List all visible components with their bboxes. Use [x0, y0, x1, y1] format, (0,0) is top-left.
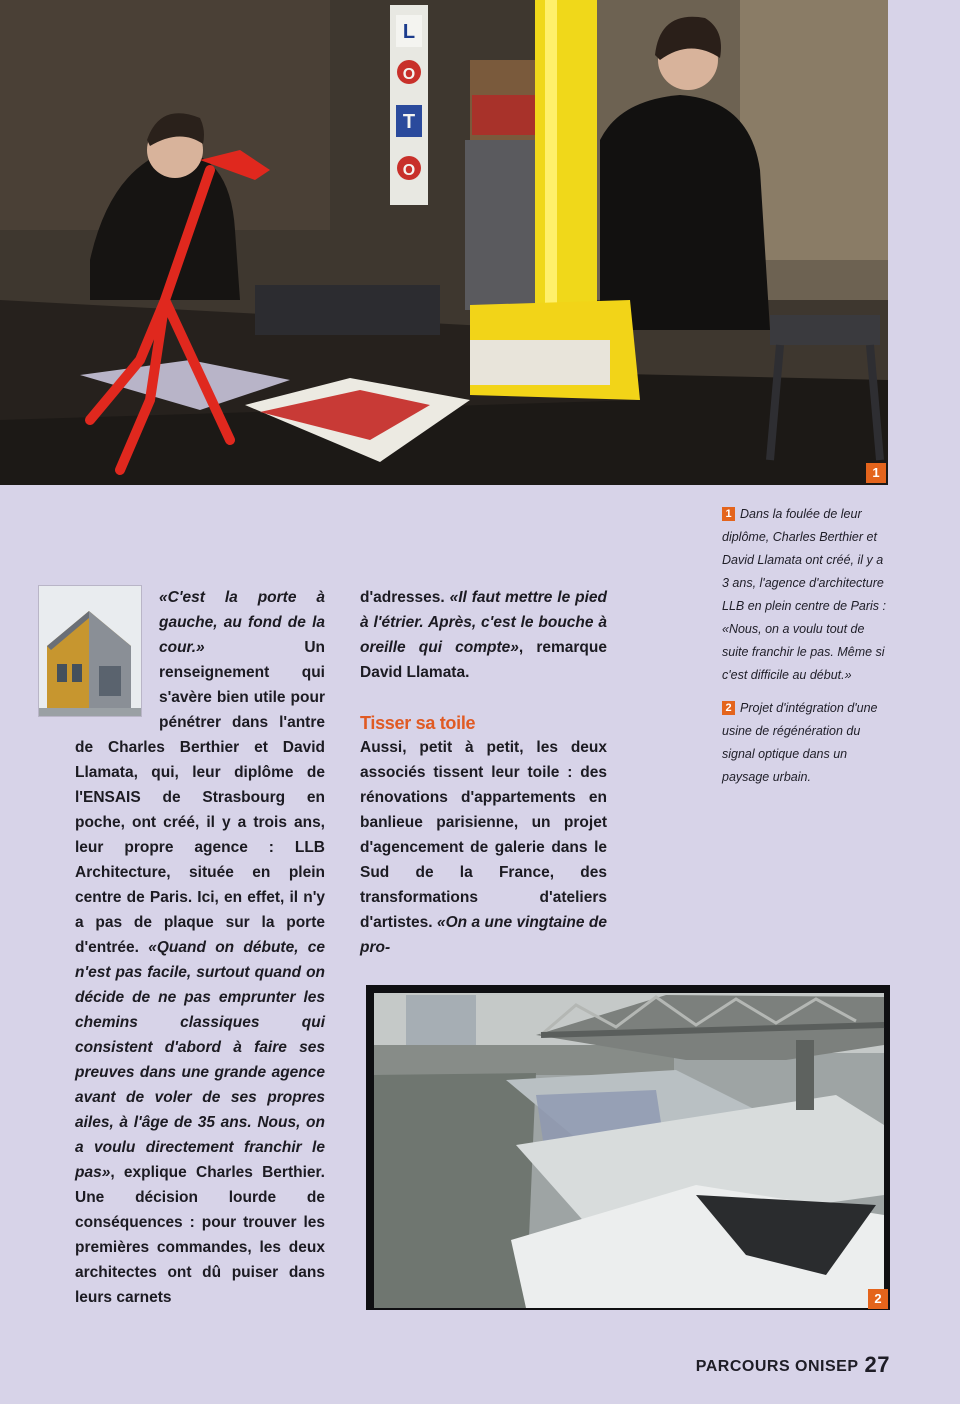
section-subheading: Tisser sa toile — [360, 713, 476, 733]
loto-letter: T — [402, 111, 416, 133]
quote: «C'est la porte à gauche, au fond de la cour.» — [159, 589, 325, 656]
office-scene-illustration — [0, 0, 888, 485]
project-rendering-photo — [366, 985, 890, 1310]
office-photo — [0, 0, 888, 485]
page-number: 27 — [864, 1352, 890, 1377]
body-text: Un renseignement qui s'avère bien utile pour pénétrer dans l'antre de Charles Berthier et David Llamata, qui, leur diplôme de l'ENSAIS de Strasbourg en poche, ont créé, il y a trois ans, leur propre agence : LLB Architecture, située en plein centre de Paris. Ici, en effet, il n'y a pas de plaque sur la porte d'entrée. — [75, 639, 325, 956]
caption-text: Projet d'intégration d'une usine de régénération du signal optique dans un paysage urbain. — [722, 701, 878, 784]
article-paragraph — [360, 735, 607, 960]
photo-number-badge: 1 — [866, 463, 886, 483]
caption-1 — [722, 503, 892, 687]
quote: «Quand on débute, ce n'est pas facile, surtout quand on décide de ne pas emprunter les chemins classiques qui consistent d'abord à faire ses preuves dans une grande agence avant de voler de ses propres ailes, à l'âge de 35 ans. Nous, on a voulu directement franchir le pas» — [75, 939, 325, 1181]
article-column-1 — [75, 585, 325, 1310]
caption-number-badge: 2 — [722, 701, 735, 715]
photo-number-badge: 2 — [868, 1289, 888, 1309]
bridge-rendering-illustration — [366, 985, 890, 1310]
loto-letter: L — [402, 21, 416, 43]
caption-2 — [722, 697, 892, 789]
photo-captions — [722, 503, 892, 799]
caption-number-badge: 1 — [722, 507, 735, 521]
quote: «Il faut mettre le pied à l'étrier. Après, c'est le bouche à oreille qui compte» — [360, 589, 607, 656]
body-text: , remarque David Llamata. — [360, 639, 607, 681]
article-paragraph — [360, 585, 607, 685]
article-column-2 — [360, 585, 607, 960]
thumbnail-wrap-spacer — [75, 585, 159, 713]
body-text: d'adresses. — [360, 589, 450, 606]
caption-text: Dans la foulée de leur diplôme, Charles Berthier et David Llamata ont créé, il y a 3 ans, l'agence d'architecture LLB en plein centre de Paris : «Nous, on a voulu tout de suite franchir le pas. Même si c'est difficile au début.» — [722, 507, 886, 682]
loto-letter: O — [402, 66, 416, 83]
loto-letter: O — [402, 162, 416, 179]
magazine-name: PARCOURS ONISEP — [695, 1358, 859, 1375]
body-text: Aussi, petit à petit, les deux associés tissent leur toile : des rénovations d'appartements en banlieue parisienne, un projet d'agencement de galerie dans le Sud de la France, des transformations d'ateliers d'artistes. — [360, 739, 607, 931]
quote: «On a une vingtaine de pro- — [360, 914, 607, 956]
page-footer — [696, 1352, 890, 1378]
body-text: , explique Charles Berthier. Une décision lourde de conséquences : pour trouver les premières commandes, les deux architectes ont dû puiser dans leurs carnets — [75, 1164, 325, 1306]
